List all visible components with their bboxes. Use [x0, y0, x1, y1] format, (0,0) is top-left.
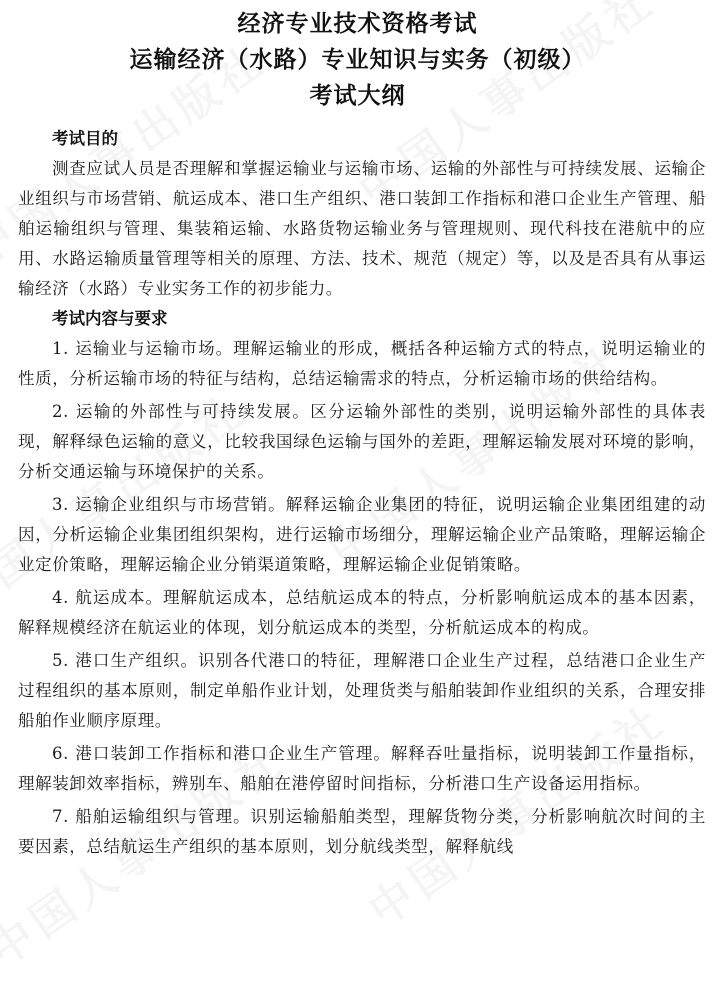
requirement-item [18, 739, 706, 799]
item-text: 航运成本。理解航运成本，总结航运成本的特点，分析影响航运成本的基本因素，解释规模经济在航运业的体现，划分航运成本的类型，分析航运成本的构成。 [18, 588, 706, 637]
item-text: 运输企业组织与市场营销。解释运输企业集团的特征，说明运输企业集团组建的动因，分析运输企业集团组织架构，进行运输市场细分，理解运输企业产品策略，理解运输企业定价策略，理解运输企业分销渠道策略，理解运输企业促销策略。 [18, 495, 706, 574]
item-number: 2. [52, 402, 69, 421]
item-number: 3. [52, 495, 69, 514]
purpose-paragraph: 测查应试人员是否理解和掌握运输业与运输市场、运输的外部性与可持续发展、运输企业组织与市场营销、航运成本、港口生产组织、港口装卸工作指标和港口企业生产管理、船舶运输组织与管理、集装箱运输、水路货物运输业务与管理规则、现代科技在港航中的应用、水路运输质量管理等相关的原理、方法、技术、规范（规定）等，以及是否具有从事运输经济（水路）专业实务工作的初步能力。 [18, 159, 706, 298]
document-title-block [0, 6, 715, 114]
requirement-item [18, 802, 706, 862]
item-text: 船舶运输组织与管理。识别运输船舶类型，理解货物分类，分析影响航次时间的主要因素，总结航运生产组织的基本原则，划分航线类型，解释航线 [18, 807, 706, 856]
item-number: 6. [52, 744, 69, 763]
item-number: 5. [52, 651, 69, 670]
item-number: 4. [52, 588, 69, 607]
requirement-item [18, 583, 706, 643]
requirement-item [18, 334, 706, 394]
requirement-item [18, 397, 706, 487]
section-heading-purpose: 考试目的 [52, 129, 118, 148]
item-number: 7. [52, 807, 69, 826]
item-number: 1. [52, 339, 69, 358]
item-text: 港口装卸工作指标和港口企业生产管理。解释吞吐量指标，说明装卸工作量指标，理解装卸效率指标，辨别车、船舶在港停留时间指标，分析港口生产设备运用指标。 [18, 744, 706, 793]
title-line-2: 运输经济（水路）专业知识与实务（初级） [129, 47, 586, 73]
requirement-item [18, 646, 706, 736]
item-text: 港口生产组织。识别各代港口的特征，理解港口企业生产过程，总结港口企业生产过程组织的基本原则，制定单船作业计划，处理货类与船舶装卸作业组织的关系，合理安排船舶作业顺序原理。 [18, 651, 706, 730]
document-body [18, 124, 706, 865]
title-line-1: 经济专业技术资格考试 [237, 11, 478, 37]
item-text: 运输业与运输市场。理解运输业的形成，概括各种运输方式的特点，说明运输业的性质，分析运输市场的特征与结构，总结运输需求的特点，分析运输市场的供给结构。 [18, 339, 706, 388]
section-heading-requirements: 考试内容与要求 [52, 309, 168, 328]
item-text: 运输的外部性与可持续发展。区分运输外部性的类别，说明运输外部性的具体表现，解释绿色运输的意义，比较我国绿色运输与国外的差距，理解运输发展对环境的影响，分析交通运输与环境保护的关系。 [18, 402, 706, 481]
title-line-3: 考试大纲 [309, 83, 406, 109]
requirement-item [18, 490, 706, 580]
